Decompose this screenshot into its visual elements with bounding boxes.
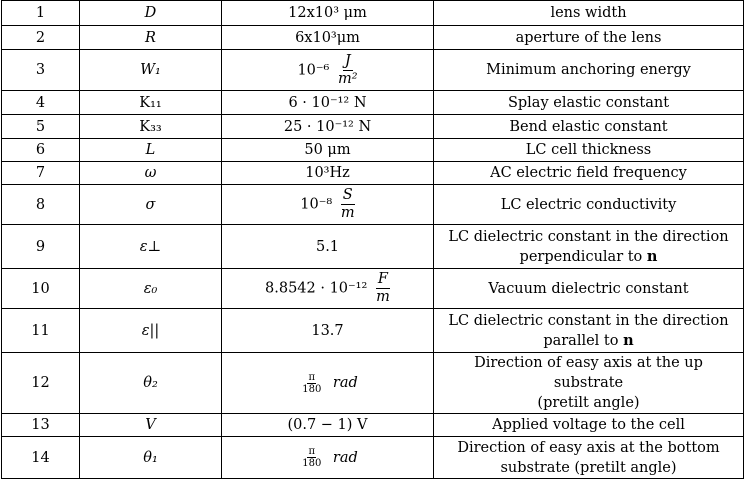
description: Vacuum dielectric constant — [434, 269, 744, 309]
value — [222, 353, 434, 414]
row-number: 2 — [2, 26, 80, 50]
description — [434, 353, 744, 414]
description: LC cell thickness — [434, 139, 744, 162]
symbol: K₃₃ — [80, 115, 222, 139]
table-row — [2, 353, 744, 414]
row-number: 10 — [2, 269, 80, 309]
fraction-numerator: F — [377, 271, 388, 287]
value: 50 μm — [222, 139, 434, 162]
description-line: Direction of easy axis at the bottom — [457, 439, 720, 456]
description: lens width — [434, 1, 744, 26]
table-row — [2, 115, 744, 139]
value-coefficient: 10⁻⁶ — [297, 62, 330, 78]
value-unit: rad — [332, 375, 358, 391]
description — [434, 225, 744, 269]
row-number: 12 — [2, 353, 80, 414]
fraction-denominator: 180 — [302, 383, 322, 395]
unit-fraction — [376, 271, 390, 306]
table-row — [2, 139, 744, 162]
description: Bend elastic constant — [434, 115, 744, 139]
fraction-numerator: π — [308, 446, 316, 457]
value — [222, 269, 434, 309]
value: 6 · 10⁻¹² N — [222, 91, 434, 115]
symbol: σ — [80, 185, 222, 225]
row-number: 5 — [2, 115, 80, 139]
symbol: ε₀ — [80, 269, 222, 309]
symbol: D — [80, 1, 222, 26]
row-number: 1 — [2, 1, 80, 26]
fraction-denominator: m — [376, 289, 390, 305]
value — [222, 50, 434, 91]
unit-fraction — [341, 187, 355, 222]
row-number: 9 — [2, 225, 80, 269]
symbol: θ₂ — [80, 353, 222, 414]
director-vector: n — [623, 331, 634, 349]
value-coefficient: 8.8542 · 10⁻¹² — [265, 280, 368, 297]
value: (0.7 − 1) V — [222, 414, 434, 437]
symbol: V — [80, 414, 222, 437]
table-row — [2, 1, 744, 26]
description: Minimum anchoring energy — [434, 50, 744, 91]
table-row — [2, 225, 744, 269]
value: 6x10³μm — [222, 26, 434, 50]
director-vector: n — [646, 247, 658, 265]
value — [222, 185, 434, 225]
symbol: ε|| — [80, 309, 222, 353]
description-line: LC dielectric constant in the direction — [448, 228, 729, 245]
table-row — [2, 269, 744, 309]
value: 10³Hz — [222, 162, 434, 185]
fraction-numerator: π — [308, 371, 316, 383]
row-number: 7 — [2, 162, 80, 185]
description — [434, 437, 744, 479]
value: 25 · 10⁻¹² N — [222, 115, 434, 139]
description: Applied voltage to the cell — [434, 414, 744, 437]
description — [434, 309, 744, 353]
description-line: (pretilt angle) — [537, 395, 640, 411]
row-number: 3 — [2, 50, 80, 91]
unit-fraction — [338, 53, 358, 88]
symbol: ω — [80, 162, 222, 185]
table-row — [2, 91, 744, 115]
description: AC electric field frequency — [434, 162, 744, 185]
symbol: K₁₁ — [80, 91, 222, 115]
row-number: 8 — [2, 185, 80, 225]
angle-fraction — [301, 372, 322, 395]
description-line: parallel to — [543, 332, 619, 349]
fraction-denominator: m² — [337, 70, 358, 87]
table-row — [2, 414, 744, 437]
table-row — [2, 50, 744, 91]
fraction-denominator: 180 — [302, 458, 322, 469]
table-row — [2, 185, 744, 225]
description: aperture of the lens — [434, 26, 744, 50]
table-row — [2, 437, 744, 479]
value-unit: rad — [332, 449, 358, 466]
value-coefficient: 10⁻⁸ — [300, 196, 333, 213]
table-row — [2, 162, 744, 185]
value: 13.7 — [222, 309, 434, 353]
row-number: 13 — [2, 414, 80, 437]
symbol: ε⊥ — [80, 225, 222, 269]
description-line: substrate (pretilt angle) — [500, 459, 677, 476]
value: 12x10³ μm — [222, 1, 434, 26]
symbol: θ₁ — [80, 437, 222, 479]
description-line: perpendicular to — [519, 248, 643, 265]
description: Splay elastic constant — [434, 91, 744, 115]
value: 5.1 — [222, 225, 434, 269]
table-row — [2, 26, 744, 50]
row-number: 6 — [2, 139, 80, 162]
symbol: L — [80, 139, 222, 162]
fraction-denominator: m — [340, 205, 355, 221]
fraction-numerator: S — [342, 187, 353, 203]
row-number: 11 — [2, 309, 80, 353]
description: LC electric conductivity — [434, 185, 744, 225]
description-line: LC dielectric constant in the direction — [448, 312, 729, 329]
parameters-table — [1, 0, 744, 479]
value — [222, 437, 434, 479]
row-number: 4 — [2, 91, 80, 115]
table-row — [2, 309, 744, 353]
symbol: R — [80, 26, 222, 50]
fraction-numerator: J — [344, 52, 351, 69]
row-number: 14 — [2, 437, 80, 479]
angle-fraction — [301, 446, 322, 469]
description-line: Direction of easy axis at the up substrate — [474, 355, 703, 391]
symbol: W₁ — [80, 50, 222, 91]
